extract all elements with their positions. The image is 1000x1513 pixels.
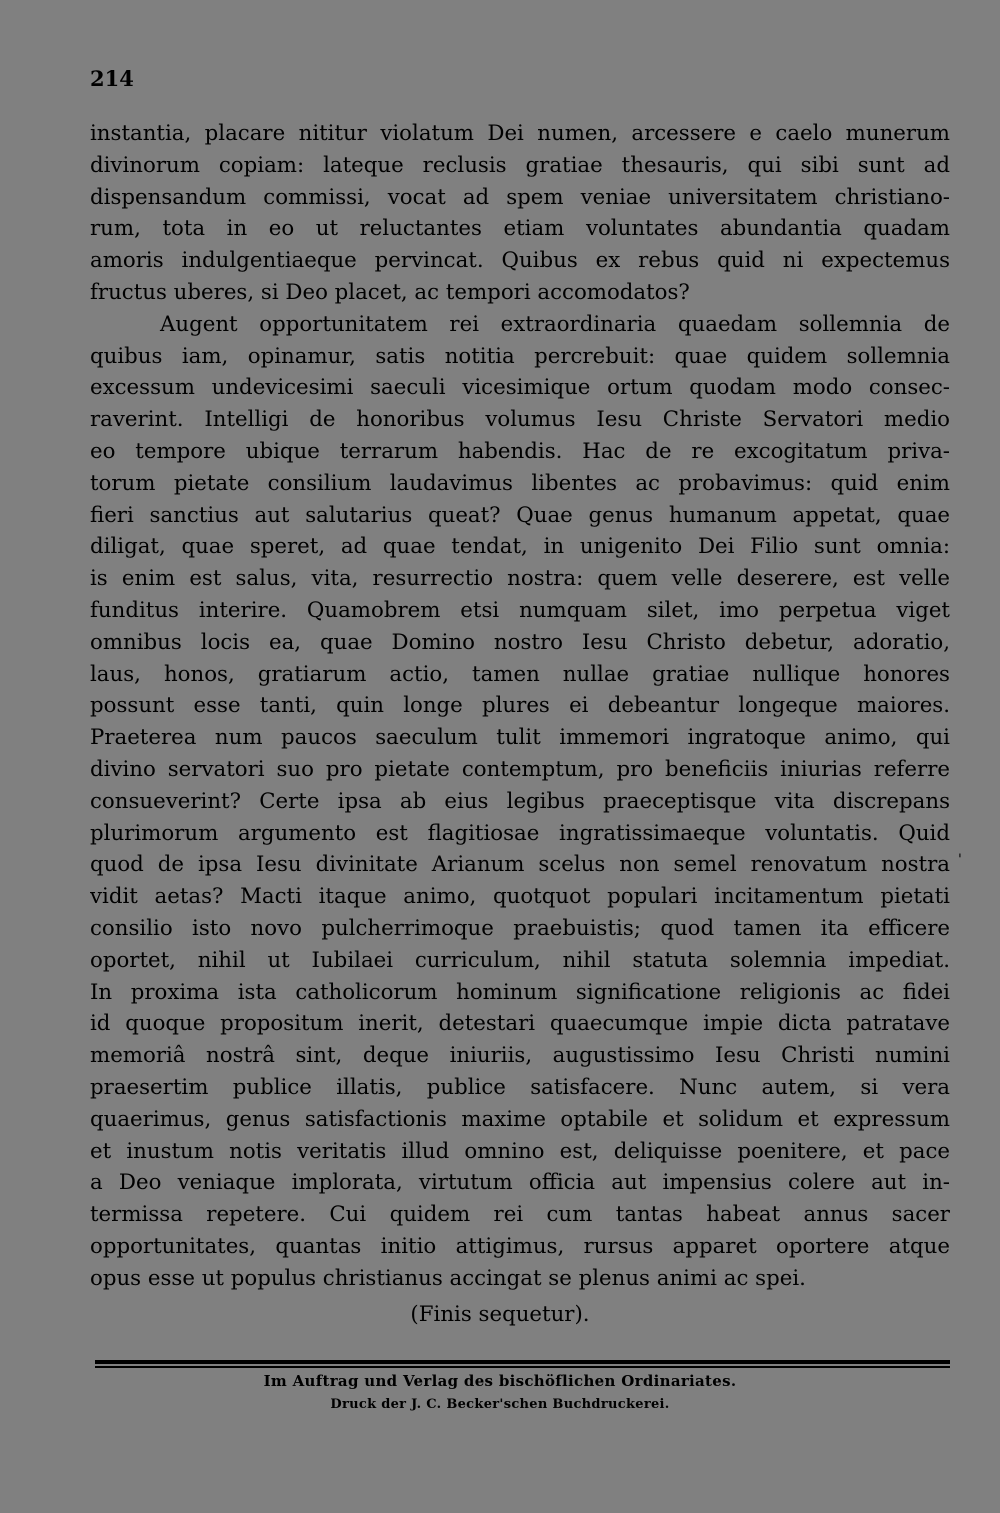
page-number: 214	[90, 66, 134, 91]
text-line: divinorum copiam: lateque reclusis gratiae thesauris, qui sibi sunt ad	[90, 152, 950, 178]
text-line: memoriâ nostrâ sint, deque iniuriis, augustissimo Iesu Christi numini	[90, 1043, 950, 1069]
text-line: praesertim publice illatis, publice satisfacere. Nunc autem, si vera	[90, 1074, 950, 1100]
margin-mark: '	[958, 852, 962, 868]
text-line: omnibus locis ea, quae Domino nostro Iesu Christo debetur, adoratio,	[90, 629, 950, 655]
text-line: quibus iam, opinamur, satis notitia percrebuit: quae quidem sollemnia	[90, 343, 950, 369]
text-line: possunt esse tanti, quin longe plures ei debeantur longeque maiores.	[90, 693, 950, 719]
text-line: quod de ipsa Iesu divinitate Arianum scelus non semel renovatum nostra	[90, 852, 950, 878]
footer-rule	[95, 1360, 950, 1364]
text-line: instantia, placare nititur violatum Dei numen, arcessere e caelo munerum	[90, 121, 950, 146]
text-line: funditus interire. Quamobrem etsi numquam silet, imo perpetua viget	[90, 597, 950, 623]
text-line: rum, tota in eo ut reluctantes etiam voluntates abundantia quadam	[90, 216, 950, 242]
text-line: a Deo veniaque implorata, virtutum officia aut impensius colere aut in-	[90, 1170, 950, 1196]
text-line: opus esse ut populus christianus accingat se plenus animi ac spei.	[90, 1265, 806, 1291]
text-line: diligat, quae speret, ad quae tendat, in unigenito Dei Filio sunt omnia:	[90, 534, 950, 560]
printer-imprint: Druck der J. C. Becker'schen Buchdruckerei.	[330, 1397, 670, 1412]
text-line: plurimorum argumento est flagitiosae ingratissimaeque voluntatis. Quid	[90, 820, 950, 846]
text-line: oportet, nihil ut Iubilaei curriculum, nihil statuta solemnia impediat.	[90, 947, 950, 973]
text-line: is enim est salus, vita, resurrectio nostra: quem velle deserere, est velle	[90, 566, 950, 592]
text-line: eo tempore ubique terrarum habendis. Hac de re excogitatum priva-	[90, 438, 950, 464]
text-line: Augent opportunitatem rei extraordinaria quaedam sollemnia de	[160, 311, 950, 337]
publisher-imprint: Im Auftrag und Verlag des bischöflichen Ordinariates.	[263, 1372, 737, 1390]
text-line: excessum undevicesimi saeculi vicesimique ortum quodam modo consec-	[90, 375, 950, 401]
sequel-note: (Finis sequetur).	[410, 1302, 590, 1327]
body-text	[90, 118, 950, 1294]
text-line: fructus uberes, si Deo placet, ac tempori accomodatos?	[90, 279, 690, 305]
text-line: quaerimus, genus satisfactionis maxime optabile et solidum et expressum	[90, 1106, 950, 1132]
text-line: id quoque propositum inerit, detestari quaecumque impie dicta patratave	[90, 1011, 950, 1037]
text-line: divino servatori suo pro pietate contemptum, pro beneficiis iniurias referre	[90, 756, 950, 782]
text-line: Praeterea num paucos saeculum tulit immemori ingratoque animo, qui	[90, 725, 950, 751]
text-line: torum pietate consilium laudavimus libentes ac probavimus: quid enim	[90, 470, 950, 496]
text-line: raverint. Intelligi de honoribus volumus Iesu Christe Servatori medio	[90, 407, 950, 433]
text-line: amoris indulgentiaeque pervincat. Quibus ex rebus quid ni expectemus	[90, 248, 950, 274]
text-line: consilio isto novo pulcherrimoque praebuistis; quod tamen ita efficere	[90, 915, 950, 941]
text-line: laus, honos, gratiarum actio, tamen nullae gratiae nullique honores	[90, 661, 950, 687]
text-line: dispensandum commissi, vocat ad spem veniae universitatem christiano-	[90, 184, 950, 210]
text-line: termissa repetere. Cui quidem rei cum tantas habeat annus sacer	[90, 1202, 950, 1228]
text-line: opportunitates, quantas initio attigimus, rursus apparet oportere atque	[90, 1233, 950, 1259]
text-line: fieri sanctius aut salutarius queat? Quae genus humanum appetat, quae	[90, 502, 950, 528]
text-line: consueverint? Certe ipsa ab eius legibus praeceptisque vita discrepans	[90, 788, 950, 814]
text-line: vidit aetas? Macti itaque animo, quotquot populari incitamentum pietati	[90, 884, 950, 910]
text-line: et inustum notis veritatis illud omnino est, deliquisse poenitere, et pace	[90, 1138, 950, 1164]
footer-rule-thin	[95, 1366, 950, 1368]
text-line: In proxima ista catholicorum hominum significatione religionis ac fidei	[90, 979, 950, 1005]
